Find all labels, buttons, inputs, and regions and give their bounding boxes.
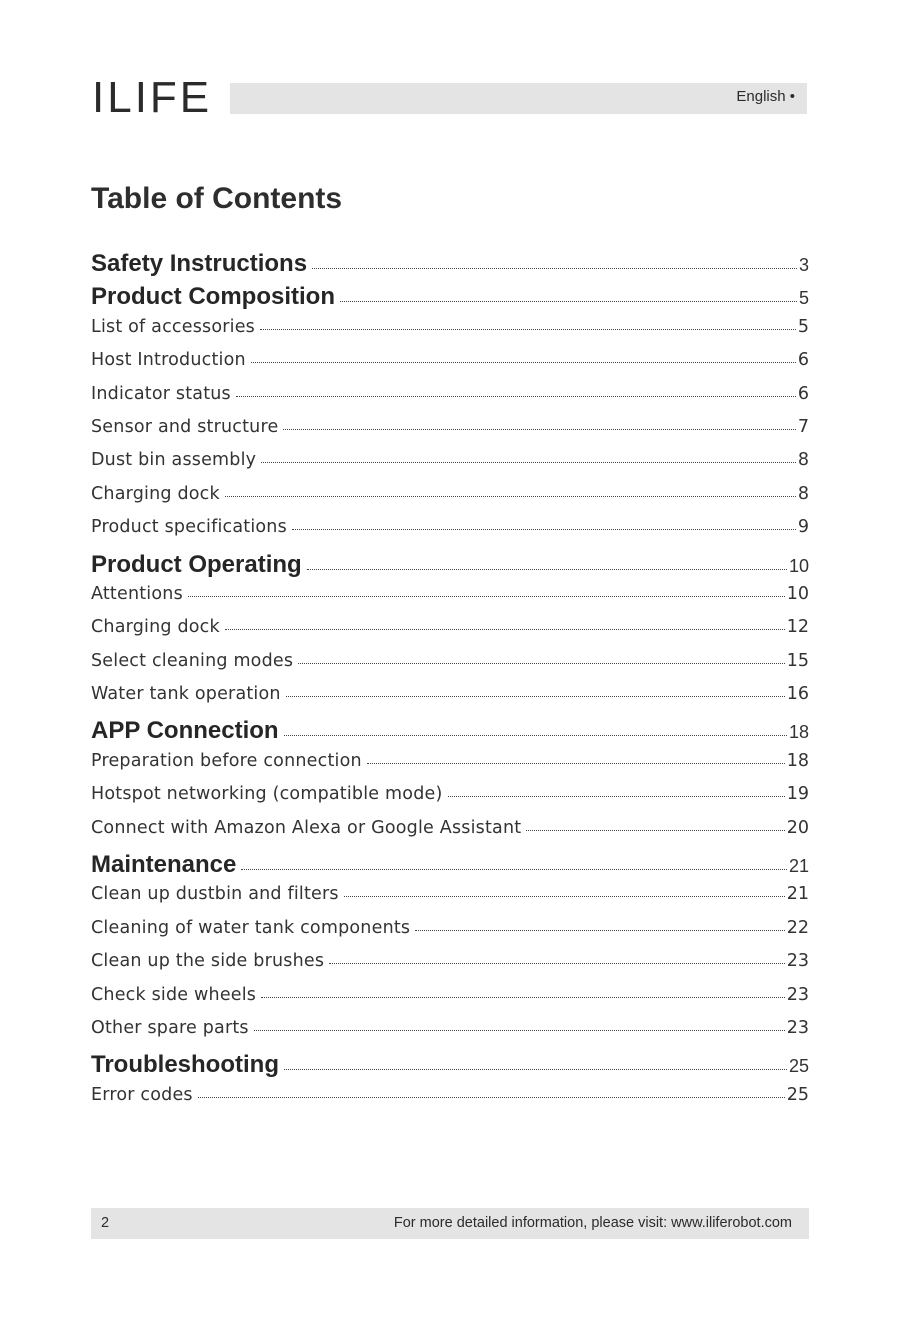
toc-label: Error codes [91, 1084, 193, 1105]
toc-entry-row[interactable] [91, 584, 809, 617]
toc-entry-row[interactable] [91, 951, 809, 984]
toc-label: Product Composition [91, 283, 335, 311]
toc-page-number: 23 [786, 984, 809, 1005]
dot-leader [307, 568, 787, 570]
toc-page-number: 18 [788, 722, 809, 743]
toc-page-number: 5 [798, 288, 809, 309]
language-label: English • [736, 88, 795, 105]
toc-page-number: 10 [786, 583, 809, 604]
toc-page-number: 5 [797, 316, 809, 337]
toc-label: Attentions [91, 583, 183, 604]
toc-label: Charging dock [91, 483, 220, 504]
toc-entry-row[interactable] [91, 617, 809, 650]
toc-page-number: 12 [786, 617, 809, 638]
toc-entry-row[interactable] [91, 517, 809, 550]
toc-page-number: 25 [786, 1084, 809, 1105]
toc-section-row[interactable] [91, 1051, 809, 1084]
header-bar [230, 83, 807, 114]
brand-logo: ILIFE [92, 73, 213, 122]
dot-leader [284, 734, 787, 736]
toc-entry-row[interactable] [91, 450, 809, 483]
dot-leader [367, 762, 785, 764]
toc-page-number: 18 [786, 750, 809, 771]
toc-label: APP Connection [91, 717, 279, 745]
toc-entry-row[interactable] [91, 918, 809, 951]
toc-label: Product specifications [91, 517, 287, 538]
table-of-contents [91, 250, 809, 1118]
toc-page-number: 7 [797, 416, 809, 437]
toc-page-number: 6 [797, 350, 809, 371]
toc-page-number: 20 [786, 817, 809, 838]
toc-label: Clean up the side brushes [91, 951, 325, 972]
dot-leader [283, 428, 795, 430]
toc-page-number: 15 [786, 650, 809, 671]
toc-label: Cleaning of water tank components [91, 917, 411, 938]
toc-page-number: 8 [797, 483, 809, 504]
dot-leader [225, 628, 785, 630]
dot-leader [415, 929, 784, 931]
toc-section-row[interactable] [91, 717, 809, 750]
dot-leader [254, 1029, 785, 1031]
toc-page-number: 21 [786, 884, 809, 905]
toc-entry-row[interactable] [91, 684, 809, 717]
toc-label: Host Introduction [91, 350, 246, 371]
toc-page-number: 25 [788, 1056, 809, 1077]
dot-leader [340, 300, 797, 302]
toc-entry-row[interactable] [91, 818, 809, 851]
footer-bar [91, 1208, 809, 1239]
toc-page-number: 9 [797, 517, 809, 538]
toc-label: Charging dock [91, 617, 220, 638]
dot-leader [526, 829, 784, 831]
dot-leader [225, 495, 796, 497]
toc-entry-row[interactable] [91, 884, 809, 917]
toc-page-number: 23 [786, 1017, 809, 1038]
dot-leader [312, 267, 797, 269]
dot-leader [261, 996, 785, 998]
toc-page-number: 3 [798, 255, 809, 275]
toc-entry-row[interactable] [91, 317, 809, 350]
toc-page-number: 8 [797, 450, 809, 471]
toc-label: Connect with Amazon Alexa or Google Assistant [91, 817, 522, 838]
toc-label: Maintenance [91, 851, 237, 879]
dot-leader [298, 662, 785, 664]
toc-label: Water tank operation [91, 684, 281, 705]
toc-entry-row[interactable] [91, 384, 809, 417]
toc-entry-row[interactable] [91, 784, 809, 817]
toc-section-row[interactable] [91, 250, 809, 283]
dot-leader [344, 895, 785, 897]
toc-label: List of accessories [91, 316, 256, 337]
toc-page-number: 6 [797, 383, 809, 404]
toc-entry-row[interactable] [91, 1085, 809, 1118]
toc-entry-row[interactable] [91, 417, 809, 450]
toc-entry-row[interactable] [91, 1018, 809, 1051]
toc-section-row[interactable] [91, 851, 809, 884]
toc-section-row[interactable] [91, 283, 809, 316]
dot-leader [286, 695, 785, 697]
toc-entry-row[interactable] [91, 651, 809, 684]
toc-page-number: 21 [788, 856, 809, 877]
toc-label: Preparation before connection [91, 750, 362, 771]
dot-leader [292, 528, 796, 530]
dot-leader [251, 361, 796, 363]
page-title: Table of Contents [91, 182, 343, 215]
footer-website-note: For more detailed information, please visit: www.iliferobot.com [393, 1215, 792, 1231]
dot-leader [260, 328, 796, 330]
dot-leader [284, 1068, 787, 1070]
dot-leader [188, 595, 785, 597]
toc-page-number: 23 [786, 951, 809, 972]
toc-label: Clean up dustbin and filters [91, 884, 339, 905]
dot-leader [329, 962, 785, 964]
toc-page-number: 16 [786, 684, 809, 705]
toc-label: Hotspot networking (compatible mode) [91, 784, 443, 805]
dot-leader [236, 395, 796, 397]
toc-label: Indicator status [91, 383, 231, 404]
toc-entry-row[interactable] [91, 751, 809, 784]
toc-section-row[interactable] [91, 551, 809, 584]
toc-page-number: 22 [786, 917, 809, 938]
toc-entry-row[interactable] [91, 985, 809, 1018]
toc-entry-row[interactable] [91, 350, 809, 383]
toc-label: Product Operating [91, 550, 302, 578]
dot-leader [198, 1096, 785, 1098]
toc-label: Select cleaning modes [91, 650, 294, 671]
toc-page-number: 10 [788, 555, 809, 576]
toc-label: Other spare parts [91, 1017, 249, 1038]
toc-page-number: 19 [786, 784, 809, 805]
toc-label: Safety Instructions [91, 250, 308, 277]
toc-label: Troubleshooting [91, 1051, 279, 1079]
toc-label: Check side wheels [91, 984, 257, 1005]
toc-label: Dust bin assembly [91, 450, 257, 471]
footer-page-number: 2 [101, 1215, 110, 1231]
toc-label: Sensor and structure [91, 416, 279, 437]
dot-leader [261, 461, 796, 463]
dot-leader [448, 795, 785, 797]
dot-leader [241, 868, 787, 870]
toc-entry-row[interactable] [91, 484, 809, 517]
